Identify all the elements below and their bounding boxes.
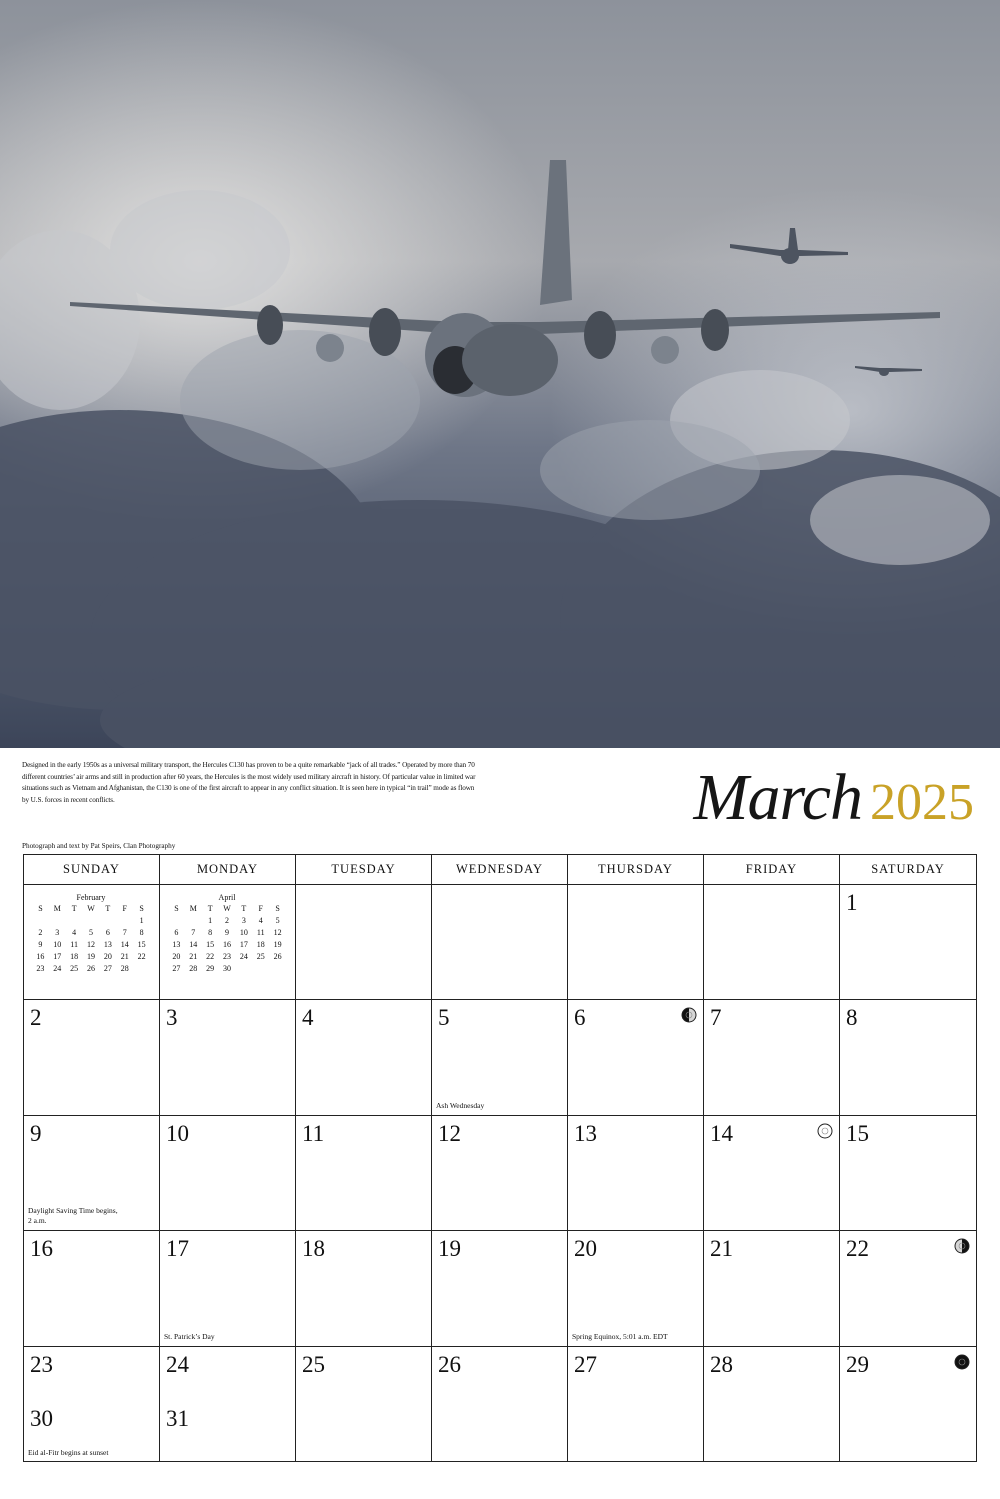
day-number: 5 — [438, 1005, 450, 1031]
mini-day: 9 — [224, 928, 229, 937]
mini-day: 19 — [86, 952, 95, 961]
mini-day — [49, 915, 66, 926]
mini-weekday: S — [275, 904, 280, 913]
mini-day: 14 — [189, 940, 198, 949]
mini-day: 24 — [53, 964, 62, 973]
day-cell — [432, 1000, 568, 1115]
day-number: 23 — [30, 1351, 53, 1377]
mini-day: 22 — [137, 952, 146, 961]
photo-caption — [22, 760, 482, 806]
day-number: 17 — [166, 1236, 189, 1262]
mini-day: 7 — [122, 928, 127, 937]
day-event: Eid al-Fitr begins at sunset — [28, 1448, 109, 1457]
mini-day: 10 — [239, 928, 248, 937]
day-cell — [568, 1116, 704, 1231]
cover-photo — [0, 0, 1000, 748]
day-number: 25 — [302, 1351, 325, 1377]
mini-day: 16 — [222, 940, 231, 949]
mini-day: 1 — [139, 916, 144, 925]
day-event: Ash Wednesday — [436, 1100, 485, 1110]
mini-weekday: W — [223, 904, 231, 913]
mini-day — [99, 915, 116, 926]
day-cell — [840, 1347, 976, 1462]
mini-day — [168, 915, 185, 926]
weekday-label: TUESDAY — [296, 855, 432, 884]
day-event: Daylight Saving Time begins, 2 a.m. — [28, 1206, 118, 1226]
day-cell — [296, 885, 432, 1000]
day-cell — [432, 1116, 568, 1231]
mini-day — [83, 915, 100, 926]
day-cell — [704, 1231, 840, 1346]
day-number: 26 — [438, 1351, 461, 1377]
day-cell — [432, 1231, 568, 1346]
mini-weekday: F — [258, 904, 263, 913]
day-cell — [160, 1116, 296, 1231]
day-number: 20 — [574, 1236, 597, 1262]
day-cell — [568, 1347, 704, 1462]
day-cell — [24, 1116, 160, 1231]
mini-day — [235, 963, 252, 974]
mini-day: 26 — [273, 952, 282, 961]
day-cell — [296, 1231, 432, 1346]
mini-day: 26 — [86, 964, 95, 973]
day-number: 8 — [846, 1005, 858, 1031]
year: 2025 — [870, 774, 974, 831]
month-name: March — [693, 761, 862, 834]
mini-day: 19 — [273, 940, 282, 949]
day-cell — [704, 1116, 840, 1231]
mini-calendar-title: April — [218, 893, 236, 902]
day-number: 30 — [30, 1405, 53, 1431]
photo-credit: Photograph and text by Pat Speirs, Clan Photography — [22, 842, 176, 850]
mini-calendar-title: February — [76, 893, 106, 902]
day-cell — [704, 1000, 840, 1115]
mini-day: 28 — [120, 964, 129, 973]
new-moon-icon — [954, 1354, 970, 1370]
mini-day — [252, 963, 269, 974]
mini-day: 20 — [172, 952, 181, 961]
day-cell — [432, 1347, 568, 1462]
mini-weekday: S — [139, 904, 144, 913]
day-cell — [568, 1000, 704, 1115]
mini-day: 2 — [224, 916, 229, 925]
day-cell — [704, 1347, 840, 1462]
day-cell — [160, 1000, 296, 1115]
day-number: 16 — [30, 1236, 53, 1262]
weekday-label: FRIDAY — [704, 855, 840, 884]
day-cell — [24, 1231, 160, 1346]
mini-day — [66, 915, 83, 926]
mini-day: 18 — [256, 940, 265, 949]
day-number: 4 — [302, 1005, 314, 1031]
last-quarter-moon-icon — [954, 1238, 970, 1254]
mini-day: 6 — [105, 928, 110, 937]
mini-day: 23 — [36, 964, 45, 973]
mini-day: 21 — [189, 952, 198, 961]
mini-day: 8 — [139, 928, 144, 937]
mini-calendar-prev — [32, 893, 150, 974]
mini-day: 11 — [256, 928, 265, 937]
day-cell — [160, 1231, 296, 1346]
mini-weekday: M — [53, 904, 61, 913]
first-quarter-moon-icon — [681, 1007, 697, 1023]
mini-day: 17 — [239, 940, 248, 949]
mini-weekday: T — [241, 904, 247, 913]
day-number: 28 — [710, 1351, 733, 1377]
day-number: 31 — [166, 1405, 189, 1431]
mini-weekday: M — [189, 904, 197, 913]
mini-day: 21 — [120, 952, 129, 961]
day-number: 29 — [846, 1351, 869, 1377]
mini-day: 4 — [72, 928, 77, 937]
mini-day: 20 — [103, 952, 112, 961]
caption-description: Designed in the early 1950s as a universal military transport, the Hercules C130 has proven to be a quite remarkable “jack of all trades.” Operated by more than 70 different countries’ air arms and still in production after 60 years, the Hercules is the most widely used military aircraft in history. Of particular value in limited war situations such as Vietnam and Afghanistan, the C130 is one of the first aircraft to appear in any conflict situation. It is seen here in typical “in trail” mode as flown by U.S. forces in recent conflicts. — [22, 761, 476, 804]
mini-day: 11 — [70, 940, 78, 949]
mini-day: 10 — [53, 940, 62, 949]
mini-day: 6 — [174, 928, 179, 937]
mini-calendar-grid — [32, 903, 150, 974]
mini-day: 5 — [88, 928, 93, 937]
mini-day: 30 — [222, 964, 231, 973]
mini-day: 15 — [206, 940, 215, 949]
mini-day: 29 — [206, 964, 215, 973]
mini-day: 5 — [275, 916, 280, 925]
day-number: 15 — [846, 1120, 869, 1146]
day-number: 7 — [710, 1005, 722, 1031]
day-number: 24 — [166, 1351, 189, 1377]
day-cell — [24, 885, 160, 1000]
mini-weekday: T — [105, 904, 111, 913]
mini-day: 25 — [256, 952, 265, 961]
mini-calendar-next — [168, 893, 286, 974]
day-cell — [24, 1000, 160, 1115]
mini-day: 15 — [137, 940, 146, 949]
day-cell — [568, 1231, 704, 1346]
day-cell — [296, 1347, 432, 1462]
day-cell — [840, 1231, 976, 1346]
weekday-header — [24, 855, 976, 885]
day-cell — [296, 1000, 432, 1115]
day-cell — [840, 1116, 976, 1231]
mini-day: 12 — [86, 940, 95, 949]
day-number: 9 — [30, 1120, 42, 1146]
day-number: 2 — [30, 1005, 42, 1031]
mini-calendar-grid — [168, 903, 286, 974]
day-cell — [24, 1347, 160, 1462]
day-number: 3 — [166, 1005, 178, 1031]
mini-day: 13 — [172, 940, 181, 949]
mini-day: 3 — [55, 928, 60, 937]
mini-day: 24 — [239, 952, 248, 961]
calendar-grid — [23, 854, 977, 1462]
mini-day — [185, 915, 202, 926]
mini-day: 7 — [191, 928, 196, 937]
month-title — [693, 761, 974, 834]
mini-day — [133, 963, 150, 974]
mini-weekday: W — [87, 904, 95, 913]
day-number: 10 — [166, 1120, 189, 1146]
day-cell — [840, 1000, 976, 1115]
aircraft-photo — [0, 0, 1000, 748]
day-cell — [160, 1347, 296, 1462]
mini-day: 1 — [208, 916, 213, 925]
day-number: 6 — [574, 1005, 586, 1031]
mini-weekday: T — [71, 904, 77, 913]
mini-day — [269, 963, 286, 974]
mini-weekday: S — [174, 904, 179, 913]
mini-day: 14 — [120, 940, 129, 949]
mini-day: 27 — [172, 964, 181, 973]
day-cell — [432, 885, 568, 1000]
mini-day: 16 — [36, 952, 45, 961]
mini-day: 3 — [241, 916, 246, 925]
mini-day: 27 — [103, 964, 112, 973]
mini-weekday: T — [207, 904, 213, 913]
mini-day: 17 — [53, 952, 62, 961]
mini-day: 13 — [103, 940, 112, 949]
mini-day: 12 — [273, 928, 282, 937]
mini-day: 22 — [206, 952, 215, 961]
day-cell — [704, 885, 840, 1000]
mini-day: 2 — [38, 928, 43, 937]
mini-day: 28 — [189, 964, 198, 973]
weekday-label: THURSDAY — [568, 855, 704, 884]
mini-day: 18 — [70, 952, 79, 961]
calendar-weeks — [24, 885, 976, 1462]
day-cell — [568, 885, 704, 1000]
day-event: St. Patrick’s Day — [164, 1331, 215, 1341]
day-cell — [840, 885, 976, 1000]
mini-day: 9 — [38, 940, 43, 949]
day-number: 11 — [302, 1120, 325, 1146]
mini-weekday: F — [122, 904, 127, 913]
full-moon-icon — [817, 1123, 833, 1139]
day-number: 27 — [574, 1351, 597, 1377]
day-number: 14 — [710, 1120, 733, 1146]
day-cell — [296, 1116, 432, 1231]
day-number: 1 — [846, 890, 858, 915]
mini-day — [116, 915, 133, 926]
mini-weekday: S — [38, 904, 43, 913]
mini-day: 8 — [208, 928, 213, 937]
day-number: 19 — [438, 1236, 461, 1262]
day-number: 12 — [438, 1120, 461, 1146]
mini-day: 25 — [70, 964, 79, 973]
mini-day: 23 — [222, 952, 231, 961]
weekday-label: SATURDAY — [871, 862, 945, 876]
weekday-label: SUNDAY — [24, 855, 160, 884]
day-event: Spring Equinox, 5:01 a.m. EDT — [572, 1331, 668, 1341]
day-number: 13 — [574, 1120, 597, 1146]
day-number: 21 — [710, 1236, 733, 1262]
weekday-label: MONDAY — [160, 855, 296, 884]
mini-day — [32, 915, 49, 926]
day-number: 18 — [302, 1236, 325, 1262]
day-number: 22 — [846, 1236, 869, 1262]
day-cell — [160, 885, 296, 1000]
mini-day: 4 — [258, 916, 263, 925]
weekday-label: WEDNESDAY — [432, 855, 568, 884]
